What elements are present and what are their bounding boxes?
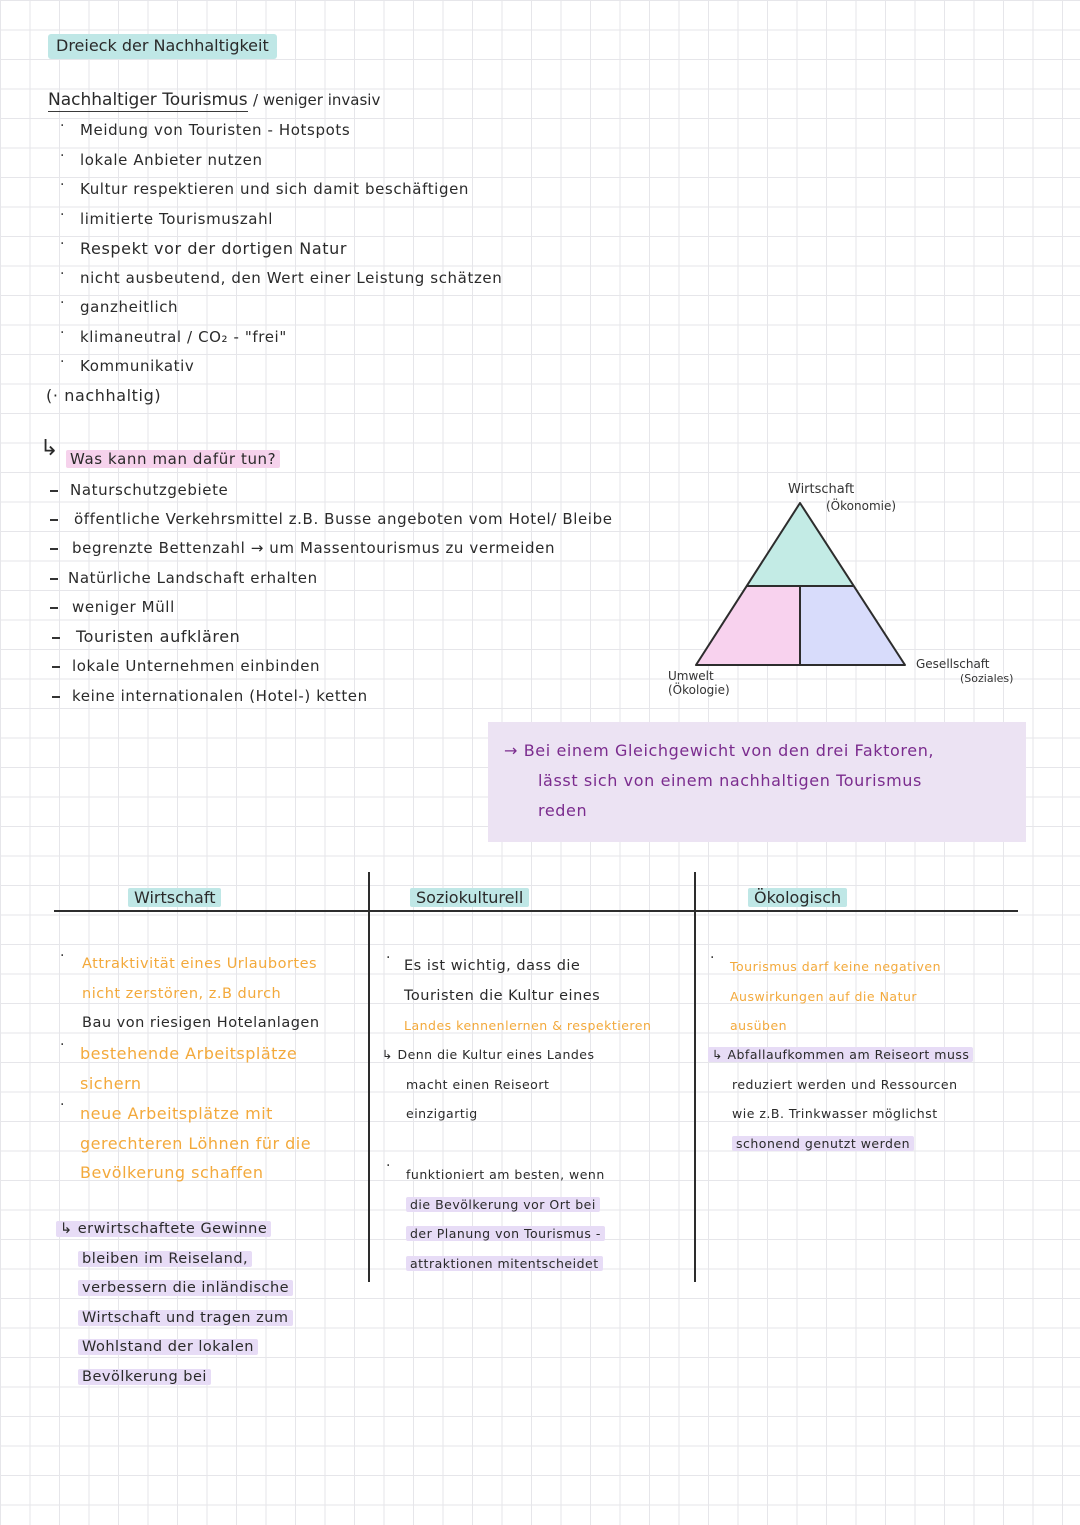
triangle-right-label: Gesellschaft (916, 657, 990, 671)
text-line: nicht zerstören, z.B durch (82, 985, 282, 1002)
bullet-dot: · (60, 118, 65, 134)
bullet-dot: · (60, 266, 65, 282)
text-line (56, 1274, 293, 1304)
text-line: wie z.B. Trinkwasser möglichst (732, 1106, 938, 1121)
text-line: Landes kennenlernen & respektieren (404, 1018, 652, 1033)
highlight: der Planung von Tourismus - (406, 1226, 605, 1241)
note-line-1: → Bei einem Gleichgewicht von den drei Faktoren, (504, 741, 935, 760)
highlight: die Bevölkerung vor Ort bei (406, 1197, 600, 1212)
list-item: lokale Anbieter nutzen (80, 151, 263, 169)
column-header-soziokulturell (410, 888, 529, 907)
text-line: neue Arbeitsplätze mit (80, 1104, 273, 1123)
triangle-left-label: Umwelt (668, 669, 714, 683)
text-line: einzigartig (406, 1106, 478, 1121)
list-item: keine internationalen (Hotel-) ketten (72, 687, 368, 705)
list-item: (· nachhaltig) (46, 386, 162, 405)
triangle-left-ecology (696, 586, 800, 665)
highlight: ↳ Abfallaufkommen am Reiseort muss (708, 1047, 973, 1062)
section-heading (48, 90, 380, 110)
highlight: attraktionen mitentscheidet (406, 1256, 603, 1271)
list-item: klimaneutral / CO₂ - "frei" (80, 328, 287, 346)
bullet-dot: · (710, 950, 715, 966)
wirtschaft-point-2 (80, 1039, 297, 1098)
list-item: nicht ausbeutend, den Wert einer Leistung schätzen (80, 269, 503, 287)
highlight: bleiben im Reiseland, (78, 1251, 252, 1267)
list-item: Natürliche Landschaft erhalten (68, 569, 318, 587)
bullet-dot: · (60, 354, 65, 370)
text-line: ↳ Denn die Kultur eines Landes (382, 1047, 595, 1062)
heading-main: Nachhaltiger Tourismus (48, 90, 248, 110)
highlight: schonend genutzt werden (732, 1136, 914, 1151)
text-line: funktioniert am besten, wenn (406, 1167, 605, 1182)
highlight: ↳ erwirtschaftete Gewinne (56, 1221, 271, 1237)
header-text: Wirtschaft (128, 888, 221, 907)
triangle-top-label: Wirtschaft (788, 482, 855, 497)
triangle-right-sub: (Soziales) (960, 672, 1014, 685)
note-line-2: lässt sich von einem nachhaltigen Tourismus (538, 771, 922, 790)
text-line: Attraktivität eines Urlaubortes (82, 956, 318, 972)
list-item: lokale Unternehmen einbinden (72, 657, 321, 675)
bullet-dash (50, 490, 58, 492)
wirtschaft-point-4 (56, 1215, 293, 1392)
highlight: Wirtschaft und tragen zum (78, 1310, 293, 1326)
text-line: gerechteren Löhnen für die (80, 1133, 312, 1153)
sozio-point-2 (382, 1040, 595, 1129)
column-divider (368, 872, 370, 1282)
note-line-3: reden (538, 801, 588, 820)
text-line: Bevölkerung schaffen (80, 1163, 264, 1182)
bullet-dash (50, 519, 58, 521)
sozio-point-3 (406, 1160, 605, 1278)
list-item: weniger Müll (72, 598, 175, 616)
list-item: Kommunikativ (80, 357, 195, 375)
triangle-right-social (800, 586, 905, 665)
text-line (406, 1249, 605, 1279)
text-line (406, 1190, 605, 1220)
bullet-dot: · (60, 325, 65, 341)
header-text: Ökologisch (748, 888, 847, 907)
sustainability-triangle (660, 470, 1060, 710)
text-line: Tourismus darf keine negativen (730, 959, 942, 974)
bullet-dot: · (386, 950, 391, 966)
text-line: bestehende Arbeitsplätze (80, 1044, 298, 1063)
wirtschaft-point-3 (80, 1099, 311, 1188)
bullet-dot: · (60, 207, 65, 223)
triangle-top-economy (747, 503, 853, 586)
list-item: Meidung von Touristen - Hotspots (80, 121, 351, 139)
text-line: Auswirkungen auf die Natur (730, 988, 918, 1004)
highlight: Wohlstand der lokalen (78, 1339, 258, 1355)
table-divider (54, 910, 1018, 912)
question-text: Was kann man dafür tun? (66, 450, 280, 468)
text-line (56, 1304, 293, 1334)
highlight: Bevölkerung bei (78, 1369, 211, 1385)
sozio-point-1 (404, 952, 651, 1041)
bullet-dash (52, 637, 60, 639)
bullet-dash (52, 666, 60, 668)
bullet-dot: · (60, 1037, 65, 1053)
heading-aside: / weniger invasiv (253, 91, 381, 109)
bullet-dash (52, 696, 60, 698)
list-item: Naturschutzgebiete (70, 481, 229, 499)
bullet-dash (50, 578, 58, 580)
bullet-dot: · (60, 948, 65, 964)
text-line: sichern (80, 1073, 142, 1093)
bullet-dot: · (60, 236, 65, 252)
bullet-dash (50, 548, 58, 550)
text-line: Bau von riesigen Hotelanlagen (82, 1015, 320, 1031)
bullet-dot: · (60, 1097, 65, 1113)
list-item: limitierte Tourismuszahl (80, 210, 273, 228)
list-item: Kultur respektieren und sich damit beschäftigen (80, 180, 470, 198)
text-line (56, 1363, 293, 1393)
text-line: macht einen Reiseort (406, 1076, 550, 1092)
text-line (708, 1129, 973, 1159)
wirtschaft-point-1 (82, 950, 320, 1039)
list-item: begrenzte Bettenzahl → um Massentourismus zu vermeiden (72, 539, 556, 557)
list-item: Respekt vor der dortigen Natur (80, 239, 348, 258)
page-title: Dreieck der Nachhaltigkeit (48, 34, 277, 59)
text-line: Es ist wichtig, dass die (404, 958, 581, 974)
text-line: reduziert werden und Ressourcen (732, 1076, 958, 1092)
section2-question (66, 450, 280, 468)
bullet-dot: · (60, 177, 65, 193)
arrow-icon: ↳ (40, 436, 59, 461)
list-item: ganzheitlich (80, 298, 179, 316)
text-line (406, 1219, 605, 1249)
highlight: verbessern die inländische (78, 1280, 293, 1296)
bullet-dot: · (386, 1158, 391, 1174)
text-line (56, 1333, 293, 1363)
oeko-point-2 (708, 1040, 973, 1158)
header-text: Soziokulturell (410, 888, 529, 907)
text-line (56, 1245, 293, 1275)
text-line: Touristen die Kultur eines (404, 987, 601, 1004)
oeko-point-1 (730, 952, 941, 1041)
list-item: öffentliche Verkehrsmittel z.B. Busse angeboten vom Hotel/ Bleibe (74, 510, 613, 528)
text-line (708, 1040, 973, 1070)
list-item: Touristen aufklären (76, 627, 241, 646)
bullet-dash (50, 607, 58, 609)
column-header-oekologisch (748, 888, 847, 907)
text-line (56, 1215, 293, 1245)
column-divider (694, 872, 696, 1282)
triangle-top-sub: (Ökonomie) (826, 499, 897, 513)
text-line: ausüben (730, 1018, 788, 1033)
column-header-wirtschaft (128, 888, 221, 907)
bullet-dot: · (60, 295, 65, 311)
triangle-left-sub: (Ökologie) (668, 683, 730, 697)
bullet-dot: · (60, 148, 65, 164)
